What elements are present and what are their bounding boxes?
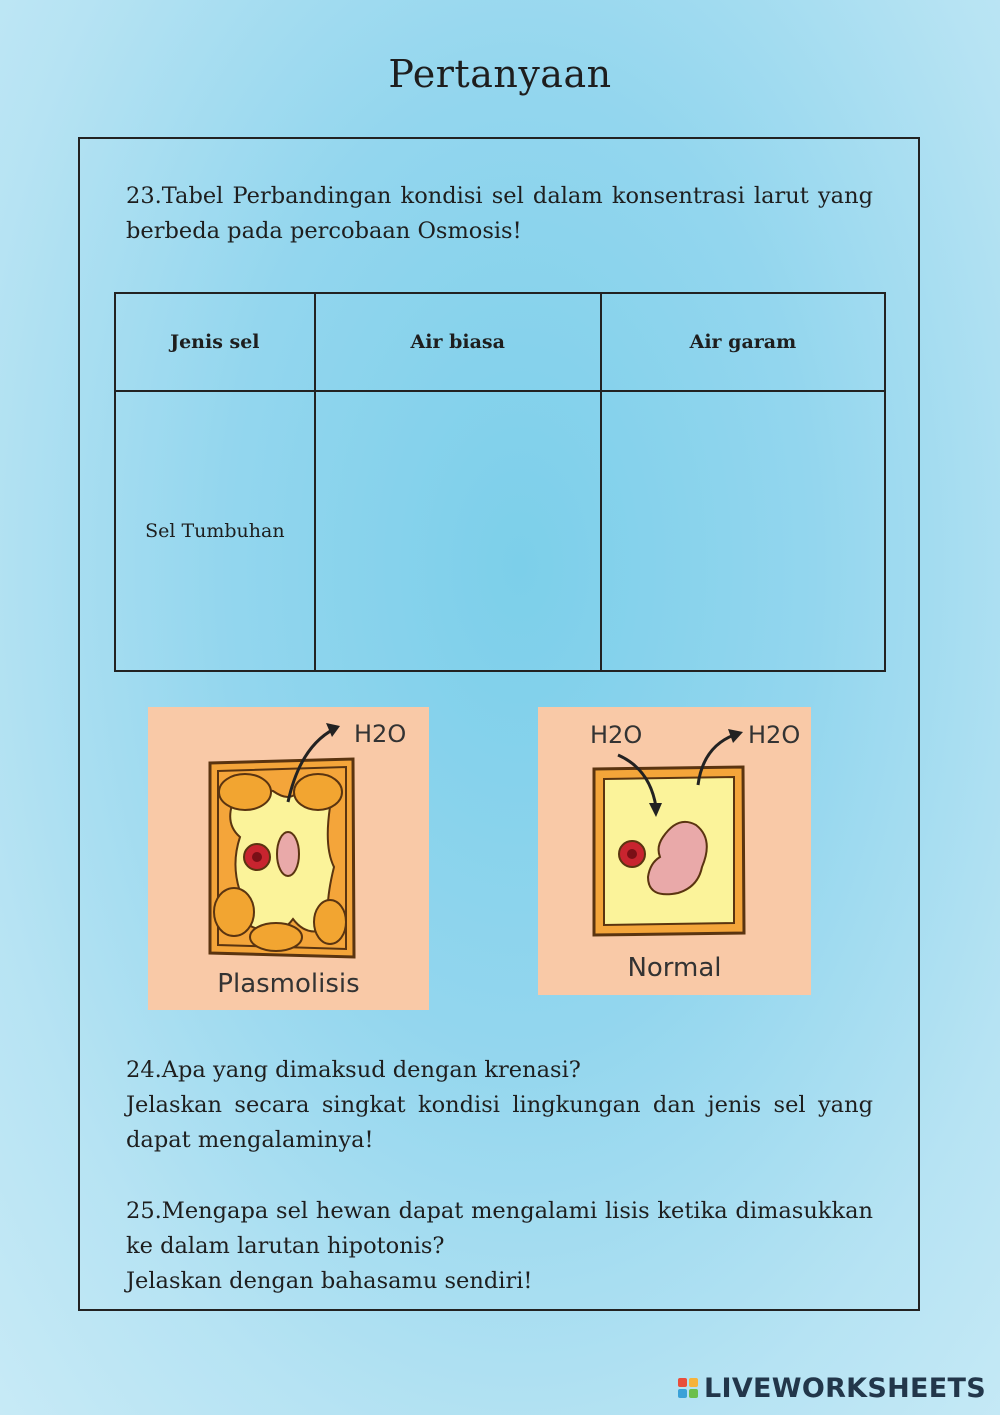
table-cell-air-biasa-answer[interactable]: [315, 391, 601, 671]
table-header-jenis-sel: Jenis sel: [115, 293, 315, 391]
question-24-line1: 24.Apa yang dimaksud dengan krenasi?: [126, 1057, 581, 1083]
brand-name: LIVEWORKSHEETS: [703, 1372, 986, 1404]
question-25: [126, 1194, 873, 1299]
liveworksheets-logo-icon: [678, 1378, 698, 1398]
page-title: Pertanyaan: [388, 52, 612, 96]
table-header-row: [115, 293, 885, 391]
plasmolysis-label: Plasmolisis: [217, 969, 360, 999]
plasmolysis-cell-icon: [148, 707, 429, 1010]
question-24: [126, 1053, 873, 1158]
table-header-air-biasa: Air biasa: [315, 293, 601, 391]
liveworksheets-logo: [678, 1371, 986, 1405]
normal-cell-icon: [538, 707, 811, 995]
question-25-line1: 25.Mengapa sel hewan dapat mengalami lisis ketika dimasukkan ke dalam larutan hipotonis?: [126, 1198, 873, 1259]
plasmolysis-molecule-label: H2O: [354, 720, 407, 748]
table-cell-air-garam-answer[interactable]: [601, 391, 885, 671]
comparison-table: [114, 292, 886, 672]
question-23: [126, 179, 873, 249]
question-23-text: 23.Tabel Perbandingan kondisi sel dalam konsentrasi larut yang berbeda pada percobaan Osmosis!: [126, 183, 873, 244]
normal-molecule-label-right: H2O: [748, 721, 801, 749]
table-row: [115, 391, 885, 671]
plasmolysis-illustration: [148, 707, 429, 1010]
question-25-line2: Jelaskan dengan bahasamu sendiri!: [126, 1268, 533, 1294]
table-header-air-garam: Air garam: [601, 293, 885, 391]
normal-molecule-label-left: H2O: [590, 721, 643, 749]
question-24-line2: Jelaskan secara singkat kondisi lingkungan dan jenis sel yang dapat mengalaminya!: [126, 1092, 873, 1153]
normal-label: Normal: [627, 953, 722, 983]
normal-cell-illustration: [538, 707, 811, 995]
table-cell-cell-type: Sel Tumbuhan: [115, 391, 315, 671]
